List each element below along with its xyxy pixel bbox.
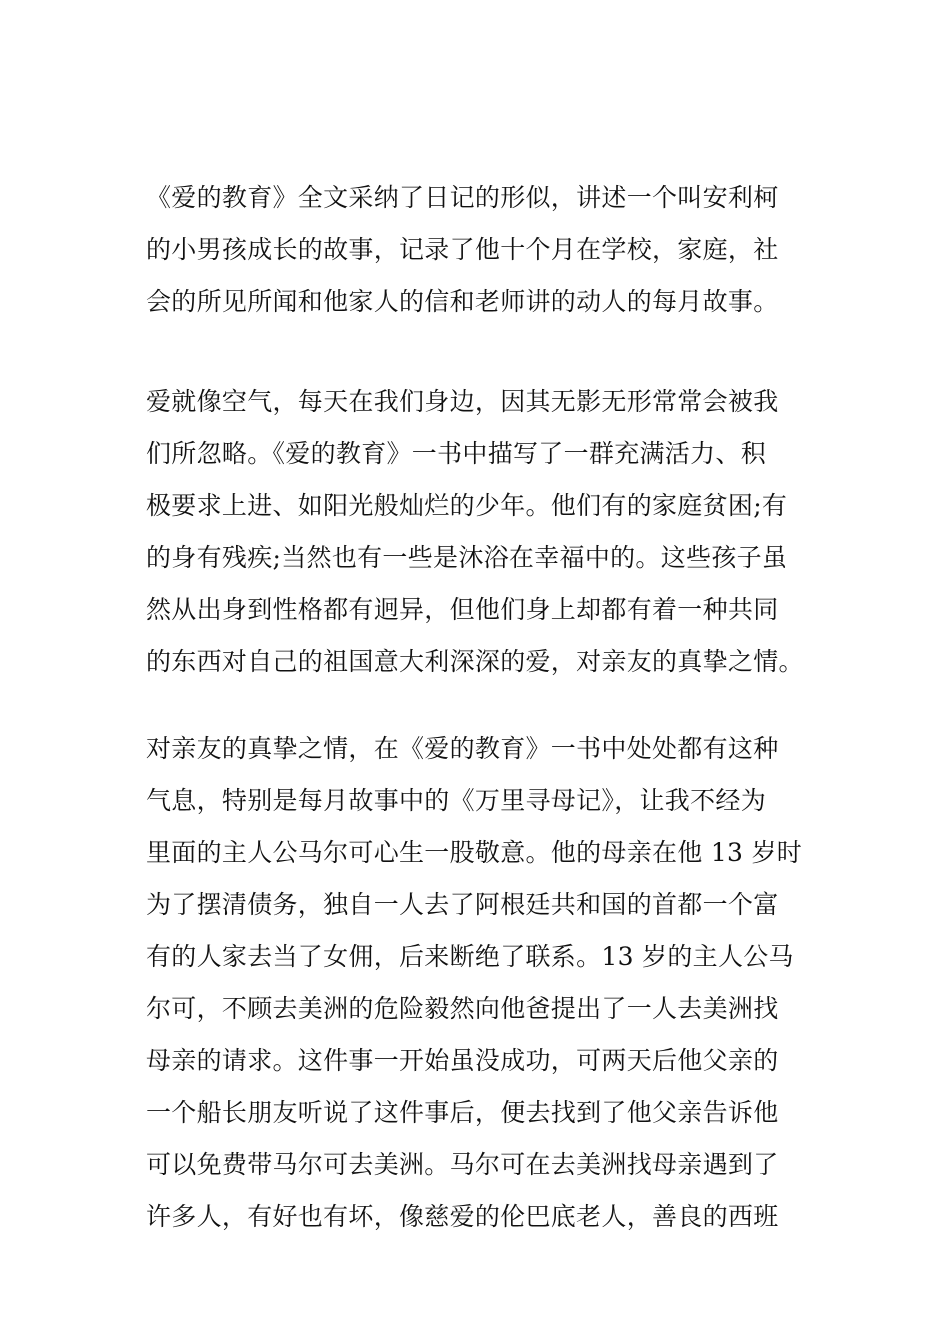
text-line: 们所忽略。《爱的教育》一书中描写了一群充满活力、积 — [146, 439, 767, 468]
text-line: 的东西对自己的祖国意大利深深的爱，对亲友的真挚之情。 — [146, 647, 804, 676]
text-line: 许多人，有好也有坏，像慈爱的伦巴底老人，善良的西班 — [146, 1202, 779, 1231]
text-line: 会的所见所闻和他家人的信和老师讲的动人的每月故事。 — [146, 287, 779, 316]
text-line: 然从出身到性格都有迥异，但他们身上却都有着一种共同 — [146, 595, 779, 624]
text-line: 对亲友的真挚之情，在《爱的教育》一书中处处都有这种 — [146, 734, 779, 763]
paragraph-intro — [146, 172, 816, 328]
text-line: 里面的主人公马尔可心生一股敬意。他的母亲在他 13 岁时 — [146, 838, 803, 867]
text-line: 的小男孩成长的故事，记录了他十个月在学校，家庭，社 — [146, 235, 779, 264]
text-line: 有的人家去当了女佣，后来断绝了联系。13 岁的主人公马 — [146, 942, 794, 971]
text-line: 尔可，不顾去美洲的危险毅然向他爸提出了一人去美洲找 — [146, 994, 779, 1023]
text-line: 的身有残疾;当然也有一些是沐浴在幸福中的。这些孩子虽 — [146, 543, 788, 572]
text-line: 爱就像空气，每天在我们身边，因其无影无形常常会被我 — [146, 387, 779, 416]
text-line: 为了摆清债务，独自一人去了阿根廷共和国的首都一个富 — [146, 890, 779, 919]
text-line: 《爱的教育》全文采纳了日记的形似，讲述一个叫安利柯 — [146, 183, 779, 212]
text-line: 气息，特别是每月故事中的《万里寻母记》，让我不经为 — [146, 786, 767, 815]
paragraph-love-like-air — [146, 376, 816, 688]
paragraph-marco-story — [146, 723, 816, 1243]
text-line: 一个船长朋友听说了这件事后，便去找到了他父亲告诉他 — [146, 1098, 779, 1127]
text-line: 极要求上进、如阳光般灿烂的少年。他们有的家庭贫困;有 — [146, 491, 788, 520]
text-line: 母亲的请求。这件事一开始虽没成功，可两天后他父亲的 — [146, 1046, 779, 1075]
text-line: 可以免费带马尔可去美洲。马尔可在去美洲找母亲遇到了 — [146, 1150, 779, 1179]
